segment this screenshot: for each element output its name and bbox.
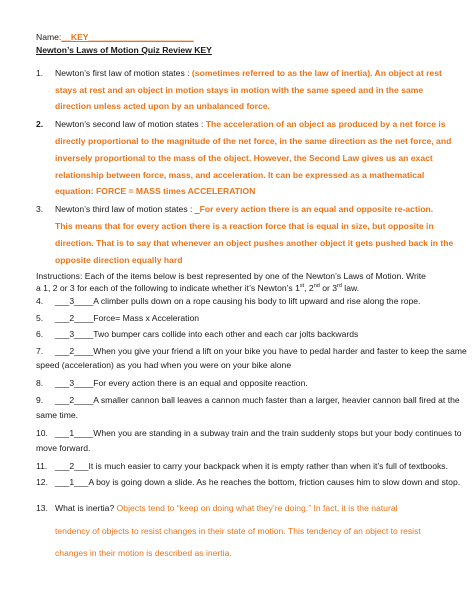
item-6-text: ___3____Two bumper cars collide into each other and each car jolts backwards bbox=[55, 329, 359, 339]
item-11-text: ___2___It is much easier to carry your backpack when it is empty rather than when it’s full of textbooks. bbox=[55, 461, 448, 471]
instructions-text-b: , 2 bbox=[304, 283, 314, 293]
q13-answer-3: changes in their motion is described as inertia. bbox=[55, 548, 232, 558]
sup-st: st bbox=[299, 283, 305, 290]
item-4-number: 4. bbox=[36, 296, 44, 306]
item-7-text-1: ___2____When you give your friend a lift on your bike you have to pedal harder and faster to keep the same bbox=[55, 346, 467, 356]
item-10-text-1: ___1____When you are standing in a subway train and the train suddenly stops but your body continues to bbox=[55, 428, 462, 438]
q3-answer-1: For every action there is an equal and opposite re-action. bbox=[199, 204, 434, 214]
q3-answer-3: direction. That is to say that whenever an object pushes another object it gets pushed back in the bbox=[55, 238, 454, 248]
q3-answer-2: This means that for every action there is a reaction force that is equal in size, but opposite in bbox=[55, 221, 434, 231]
q3-answer-4: opposite direction equally hard bbox=[55, 255, 183, 265]
q2-prompt: Newton’s second law of motion states : bbox=[55, 119, 206, 129]
q1-answer-3: direction unless acted upon by an unbalanced force. bbox=[55, 101, 270, 111]
q13-answer-2: tendency of objects to resist changes in their state of motion. This tendency of an object to resist bbox=[55, 526, 421, 536]
item-5-text: ___2____Force= Mass x Acceleration bbox=[55, 313, 200, 323]
item-5-number: 5. bbox=[36, 313, 44, 323]
item-12-number: 12. bbox=[36, 477, 48, 487]
q2-answer-5: equation: FORCE = MASS times ACCELERATION bbox=[55, 186, 256, 196]
q13-prompt: What is inertia? bbox=[55, 503, 117, 513]
q3-line-1 bbox=[55, 204, 433, 215]
item-9-text-2: same time. bbox=[36, 410, 79, 420]
sup-rd: rd bbox=[337, 283, 342, 290]
sup-nd: nd bbox=[313, 283, 320, 290]
q13-answer-1: Objects tend to “keep on doing what they’re doing.” In fact, it is the natural bbox=[116, 503, 398, 513]
q13-number: 13. bbox=[36, 503, 48, 513]
page-title: Newton’s Laws of Motion Quiz Review KEY bbox=[36, 45, 212, 55]
q1-answer-2: stays at rest and an object in motion stays in motion with the same speed and in the same bbox=[55, 85, 424, 95]
instructions-text-c: or 3 bbox=[319, 283, 338, 293]
q1-line-1 bbox=[55, 68, 442, 79]
q13-line-1 bbox=[55, 503, 398, 514]
item-8-number: 8. bbox=[36, 378, 44, 388]
q1-number: 1. bbox=[36, 68, 44, 78]
item-10-number: 10. bbox=[36, 428, 48, 438]
name-value: __KEY______________________ bbox=[61, 32, 194, 42]
item-8-text: ___3____For every action there is an equal and opposite reaction. bbox=[55, 378, 308, 388]
q2-number: 2. bbox=[36, 119, 44, 129]
item-12-text: ___1___A boy is going down a slide. As he reaches the bottom, friction causes him to slow down and stop. bbox=[55, 477, 461, 487]
item-7-text-2: speed (acceleration) as you had when you were on your bike alone bbox=[36, 360, 292, 370]
q2-answer-2: directly proportional to the magnitude of the net force, in the same direction as the net force, and bbox=[55, 136, 452, 146]
q2-answer-3: inversely proportional to the mass of the object. However, the Second Law gives us an exact bbox=[55, 153, 433, 163]
item-9-number: 9. bbox=[36, 395, 44, 405]
instructions-line-1: Instructions: Each of the items below is best represented by one of the Newton’s Laws of Motion. Write bbox=[36, 271, 426, 281]
q1-prompt: Newton’s first law of motion states : bbox=[55, 68, 192, 78]
q2-line-1 bbox=[55, 119, 446, 130]
instructions-text-d: law. bbox=[341, 283, 360, 293]
item-4-text: ___3____A climber pulls down on a rope causing his body to lift upward and rise along the rope. bbox=[55, 296, 421, 306]
name-label: Name: bbox=[36, 32, 62, 42]
name-line bbox=[36, 32, 194, 43]
instructions-text-a: a 1, 2 or 3 for each of the following to indicate whether it’s Newton’s 1 bbox=[36, 283, 300, 293]
q3-prompt: Newton’s third law of motion states : _ bbox=[55, 204, 200, 214]
q3-number: 3. bbox=[36, 204, 44, 214]
item-6-number: 6. bbox=[36, 329, 44, 339]
q2-answer-1: The acceleration of an object as produced by a net force is bbox=[205, 119, 446, 129]
q1-answer-1: (sometimes referred to as the law of inertia). An object at rest bbox=[191, 68, 442, 78]
item-10-text-2: move forward. bbox=[36, 443, 91, 453]
q2-answer-4: relationship between force, mass, and acceleration. It can be expressed as a mathematical bbox=[55, 170, 425, 180]
item-9-text-1: ___2____A smaller cannon ball leaves a cannon much faster than a larger, heavier cannon ball fired at the bbox=[55, 395, 460, 405]
item-11-number: 11. bbox=[36, 461, 48, 471]
item-7-number: 7. bbox=[36, 346, 44, 356]
instructions-line-2 bbox=[36, 283, 359, 294]
